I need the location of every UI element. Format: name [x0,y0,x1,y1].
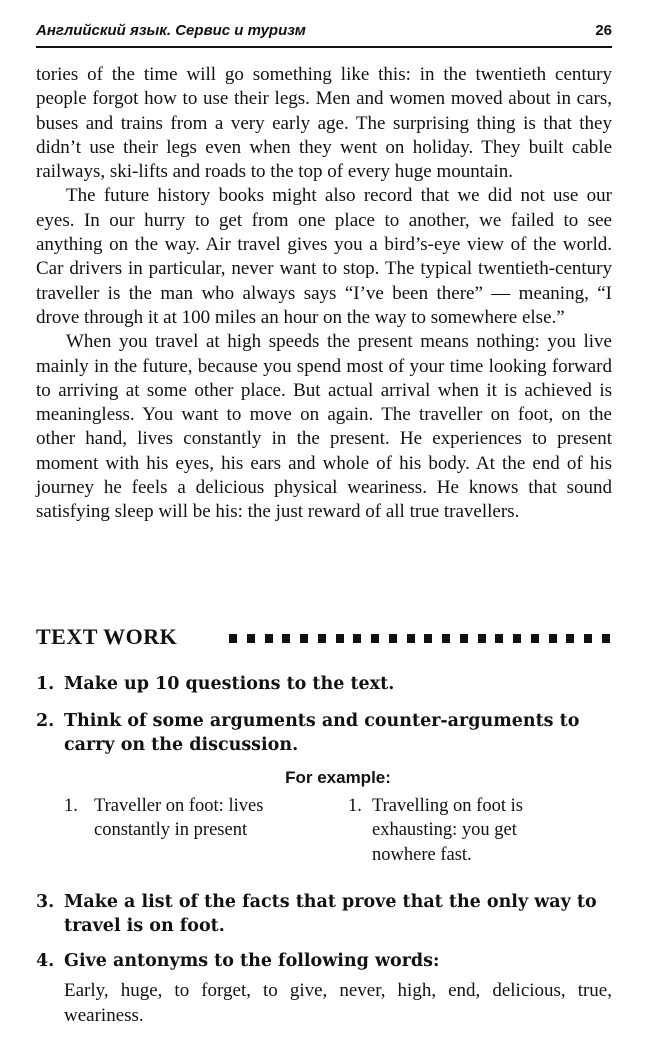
section-title: TEXT WORK [36,624,178,649]
main-text [36,63,612,525]
example-text: Traveller on foot: lives constantly in present [94,795,264,841]
example-text: Travelling on foot is exhausting: you get nowhere fast. [372,795,523,865]
example-number: 1. [64,795,78,816]
header-title: Английский язык. Сервис и туризм [36,22,306,39]
antonym-word-list: Early, huge, to forget, to give, never, high, end, delicious, true, weariness. [64,980,612,1026]
task-text: Give antonyms to the following words: [64,950,440,971]
task-text: Make up 10 questions to the text. [64,674,395,694]
task-number: 4. [36,950,55,971]
task-number: 1. [36,674,55,694]
task-number: 2. [36,710,55,731]
page-number: 26 [595,22,612,39]
task-text: Make a list of the facts that prove that the only way to travel is on foot. [64,891,597,937]
paragraph-2: The future history books might also record that we did not use our eyes. In our hurry to get from one place to another, we failed to see anything on the way. Air travel gives you a bird’s-eye view of the world. Car drivers in particular, never want to stop. The typical twentieth-century traveller is the man who always says “I’ve been there” — meaning, “I drove through it at 100 miles an hour on the way to somewhere else.” [36,185,612,328]
paragraph-1: tories of the time will go something like this: in the twentieth century people forgot how to use their legs. Men and women moved about in cars, buses and trains from a very early age. The surprising thing is that they didn’t use their legs even when they went on holiday. They built cable railways, ski-lifts and roads to the top of every huge mountain. [36,64,612,183]
running-header [36,18,612,48]
task-text: Think of some arguments and counter-arguments to carry on the discussion. [64,710,580,755]
section-bullet-rule [229,634,610,644]
example-heading: For example: [285,767,391,787]
task-item [36,672,612,697]
task-number: 3. [36,891,55,912]
section-heading [36,624,612,654]
example-columns [36,794,612,868]
example-number: 1. [348,795,362,816]
task-list [36,672,612,1028]
task-item [36,949,612,974]
task-item [36,709,612,758]
task-item [36,890,612,939]
paragraph-3: When you travel at high speeds the present means nothing: you live mainly in the future, because you spend most of your time looking forward to arriving at some other place. But actual arrival when it is achieved is meaningless. You want to move on again. The traveller on foot, on the other hand, lives constantly in the present. He experiences to present moment with his eyes, his ears and whole of his body. At the end of his journey he feels a delicious physical weariness. He knows that sound satisfying sleep will be his: the just reward of all true travellers. [36,331,612,523]
